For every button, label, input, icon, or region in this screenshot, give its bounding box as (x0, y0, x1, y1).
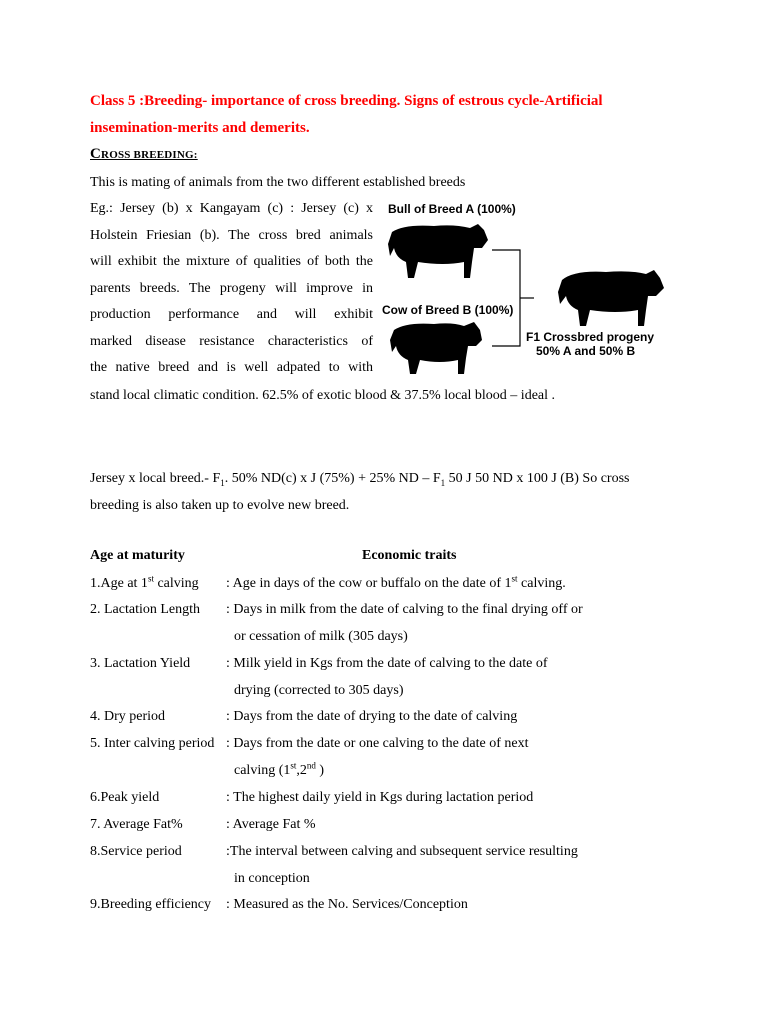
trait-desc-text: calving (1 (234, 762, 291, 778)
trait-label: 6.Peak yield (90, 790, 160, 805)
para2-text-c: 50 J 50 ND x 100 J (B) So cross (445, 471, 630, 486)
intro-wrapped-block (90, 196, 373, 382)
trait-desc-line (226, 758, 646, 785)
progeny-caption-line-2: 50% A and 50% B (536, 344, 636, 358)
trait-label-text: calving (153, 576, 199, 591)
trait-label: 5. Inter calving period (90, 736, 215, 751)
superscript: st (511, 573, 518, 584)
superscript: st (290, 759, 297, 770)
section-title-cap: C (90, 146, 102, 162)
progeny-silhouette (556, 264, 666, 330)
cow-caption: Cow of Breed B (100%) (382, 303, 514, 317)
superscript: nd (306, 759, 316, 770)
trait-description (226, 651, 646, 704)
trait-desc-text: : Age in days of the cow or buffalo on the date of 1 (226, 576, 512, 591)
trait-desc-text: calving. (517, 576, 566, 591)
intro-wrapped-line: will exhibit the mixture of qualities of both the (90, 254, 373, 269)
class-heading-line-1: Class 5 :Breeding- importance of cross breeding. Signs of estrous cycle-Artificial (90, 93, 603, 109)
trait-desc-line: drying (corrected to 305 days) (234, 682, 404, 698)
trait-label: 9.Breeding efficiency (90, 897, 212, 912)
traits-right-header: Economic traits (362, 548, 457, 563)
intro-last-line: stand local climatic condition. 62.5% of exotic blood & 37.5% local blood – ideal . (90, 388, 556, 403)
subscript: 1 (440, 477, 446, 488)
trait-description: : Days from the date of drying to the date of calving (226, 709, 518, 724)
trait-label: 4. Dry period (90, 709, 166, 724)
trait-description (226, 597, 646, 650)
subscript: 1 (220, 477, 225, 488)
traits-left-header: Age at maturity (90, 548, 185, 563)
section-title (90, 146, 198, 163)
trait-desc-line: in conception (234, 870, 310, 886)
trait-desc-text: ,2 (296, 762, 307, 778)
trait-desc-text: ) (315, 762, 325, 778)
intro-wrapped-line: production performance and will exhibit (90, 307, 373, 322)
cow-silhouette (388, 318, 484, 378)
intro-wrapped-line: Eg.: Jersey (b) x Kangayam (c) : Jersey (c) x (90, 201, 373, 216)
superscript: st (147, 573, 154, 584)
trait-desc-line: or cessation of milk (305 days) (234, 628, 408, 644)
trait-label (90, 571, 199, 598)
trait-desc-line: : Days from the date or one calving to the date of next (226, 736, 529, 751)
trait-desc-line: : Milk yield in Kgs from the date of calving to the date of (226, 656, 548, 671)
intro-wrapped-line: Holstein Friesian (b). The cross bred animals (90, 227, 373, 243)
section-title-rest: ROSS BREEDING: (101, 149, 198, 161)
crossbreeding-paragraph (90, 465, 690, 519)
trait-description (226, 571, 646, 598)
para2-line-2: breeding is also taken up to evolve new breed. (90, 498, 350, 513)
trait-description (226, 731, 646, 784)
intro-wrapped-line: marked disease resistance characteristics of (90, 333, 373, 349)
trait-description: : The highest daily yield in Kgs during lactation period (226, 790, 534, 805)
progeny-caption-line-1: F1 Crossbred progeny (526, 330, 655, 344)
bull-silhouette (384, 218, 490, 282)
class-heading (90, 88, 680, 142)
trait-label: 8.Service period (90, 844, 182, 859)
trait-label-text: 1.Age at 1 (90, 576, 148, 591)
trait-label: 7. Average Fat% (90, 817, 183, 832)
intro-wrapped-line: parents breeds. The progeny will improve in (90, 280, 373, 296)
bull-caption: Bull of Breed A (100%) (388, 202, 516, 216)
trait-label: 3. Lactation Yield (90, 656, 191, 671)
trait-desc-line: : Days in milk from the date of calving to the final drying off or (226, 602, 583, 617)
intro-wrapped-line: the native breed and is well adpated to with (90, 360, 373, 375)
trait-desc-line: :The interval between calving and subsequent service resulting (226, 844, 578, 859)
trait-label: 2. Lactation Length (90, 602, 201, 617)
trait-description: : Average Fat % (226, 817, 316, 832)
class-heading-line-2: insemination-merits and demerits. (90, 120, 310, 136)
trait-description: : Measured as the No. Services/Conception (226, 897, 468, 912)
para2-text-a: Jersey x local breed.- F (90, 471, 221, 486)
intro-line-1: This is mating of animals from the two different established breeds (90, 175, 466, 190)
trait-description (226, 839, 646, 892)
para2-text-b: . 50% ND(c) x J (75%) + 25% ND – F (224, 471, 441, 486)
crossbreeding-figure (378, 198, 678, 374)
para2-line-1 (90, 465, 690, 492)
